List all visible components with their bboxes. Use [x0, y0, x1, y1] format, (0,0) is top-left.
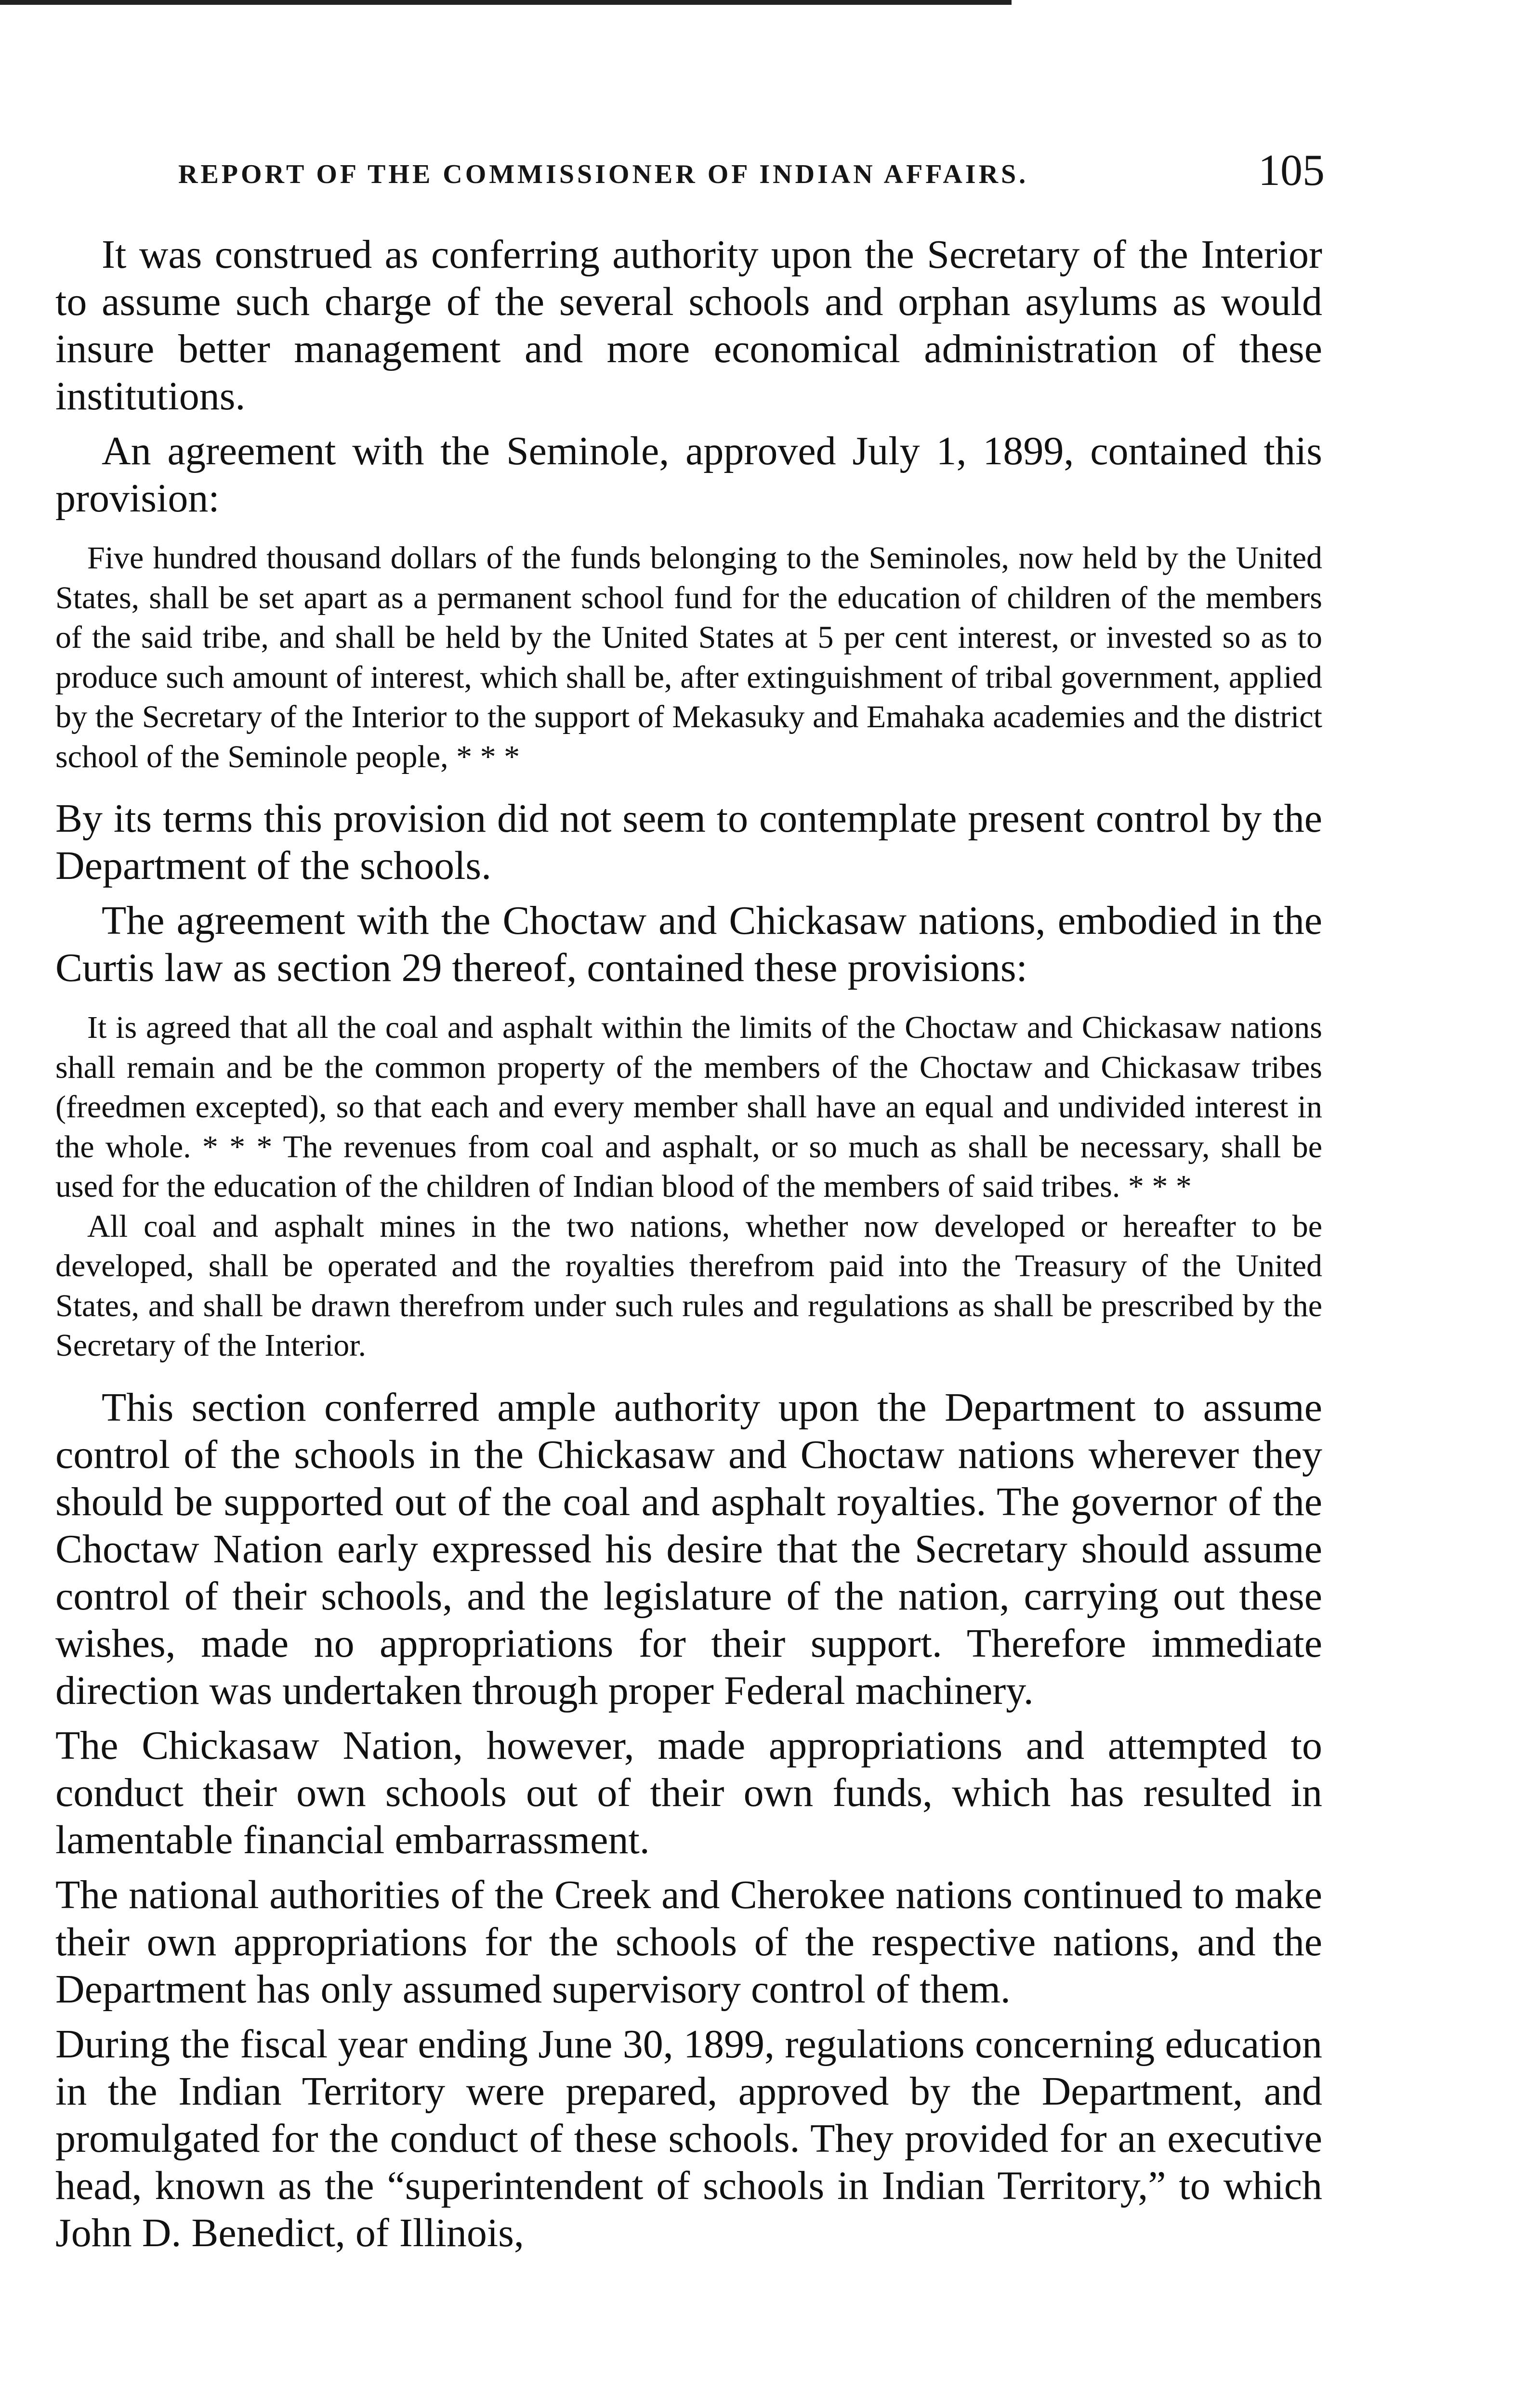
- body-text: [55, 231, 1322, 2264]
- paragraph-8: During the fiscal year ending June 30, 1899, regulations concerning education in the Indian Territory were prepared, approved by the Department, and promulgated for the conduct of these schools. They provided for an executive head, known as the “superintendent of schools in Indian Territory,” to which John D. Benedict, of Illinois,: [55, 2021, 1322, 2255]
- page-number: 105: [1258, 145, 1325, 195]
- top-scan-edge: [0, 0, 1012, 5]
- paragraph-7: The national authorities of the Creek and Cherokee nations continued to make their own appropriations for the schools of the respective nations, and the Department has only assumed supervisory control of them.: [55, 1872, 1322, 2012]
- quote-curtis-law-text-2: All coal and asphalt mines in the two nations, whether now developed or hereafter to be developed, shall be operated and the royalties therefrom paid into the Treasury of the United States, and shall be drawn therefrom under such rules and regulations as shall be prescribed by the Secretary of the Interior.: [55, 1208, 1322, 1363]
- block-quote-curtis-law: [55, 1008, 1322, 1366]
- paragraph-3: By its terms this provision did not seem to contemplate present control by the Department of the schools.: [55, 796, 1322, 888]
- paragraph-6: The Chickasaw Nation, however, made appropriations and attempted to conduct their own schools out of their own funds, which has resulted in lamentable financial embarrassment.: [55, 1723, 1322, 1862]
- block-quote-seminole: [55, 538, 1322, 777]
- paragraph-5: This section conferred ample authority upon the Department to assume control of the schools in the Chickasaw and Choctaw nations wherever they should be supported out of the coal and asphalt royalties. The governor of the Choctaw Nation early expressed his desire that the Secretary should assume control of their schools, and the legislature of the nation, carrying out these wishes, made no appropriations for their support. Therefore immediate direction was undertaken through proper Federal machinery.: [55, 1385, 1322, 1713]
- quote-curtis-law-text-1: It is agreed that all the coal and asphalt within the limits of the Choctaw and Chickasaw nations shall remain and be the common property of the members of the Choctaw and Chickasaw tribes (freedmen excepted), so that each and every member shall have an equal and undivided interest in the whole. * * * The revenues from coal and asphalt, or so much as shall be necessary, shall be used for the education of the children of Indian blood of the members of said tribes. * * *: [55, 1010, 1322, 1204]
- quote-seminole-text: Five hundred thousand dollars of the funds belonging to the Seminoles, now held by the United States, shall be set apart as a permanent school fund for the education of children of the members of the said tribe, and shall be held by the United States at 5 per cent interest, or invested so as to produce such amount of interest, which shall be, after extinguishment of tribal government, applied by the Secretary of the Interior to the support of Mekasuky and Emahaka academies and the district school of the Seminole people, * * *: [55, 540, 1322, 774]
- paragraph-4: The agreement with the Choctaw and Chickasaw nations, embodied in the Curtis law as section 29 thereof, contained these provisions:: [55, 898, 1322, 990]
- paragraph-1: It was construed as conferring authority upon the Secretary of the Interior to assume such charge of the several schools and orphan asylums as would insure better management and more economical administration of these institutions.: [55, 232, 1322, 419]
- paragraph-2: An agreement with the Seminole, approved July 1, 1899, contained this provision:: [55, 429, 1322, 521]
- running-head: REPORT OF THE COMMISSIONER OF INDIAN AFFAIRS.: [178, 159, 1029, 189]
- page-header: [178, 144, 1325, 207]
